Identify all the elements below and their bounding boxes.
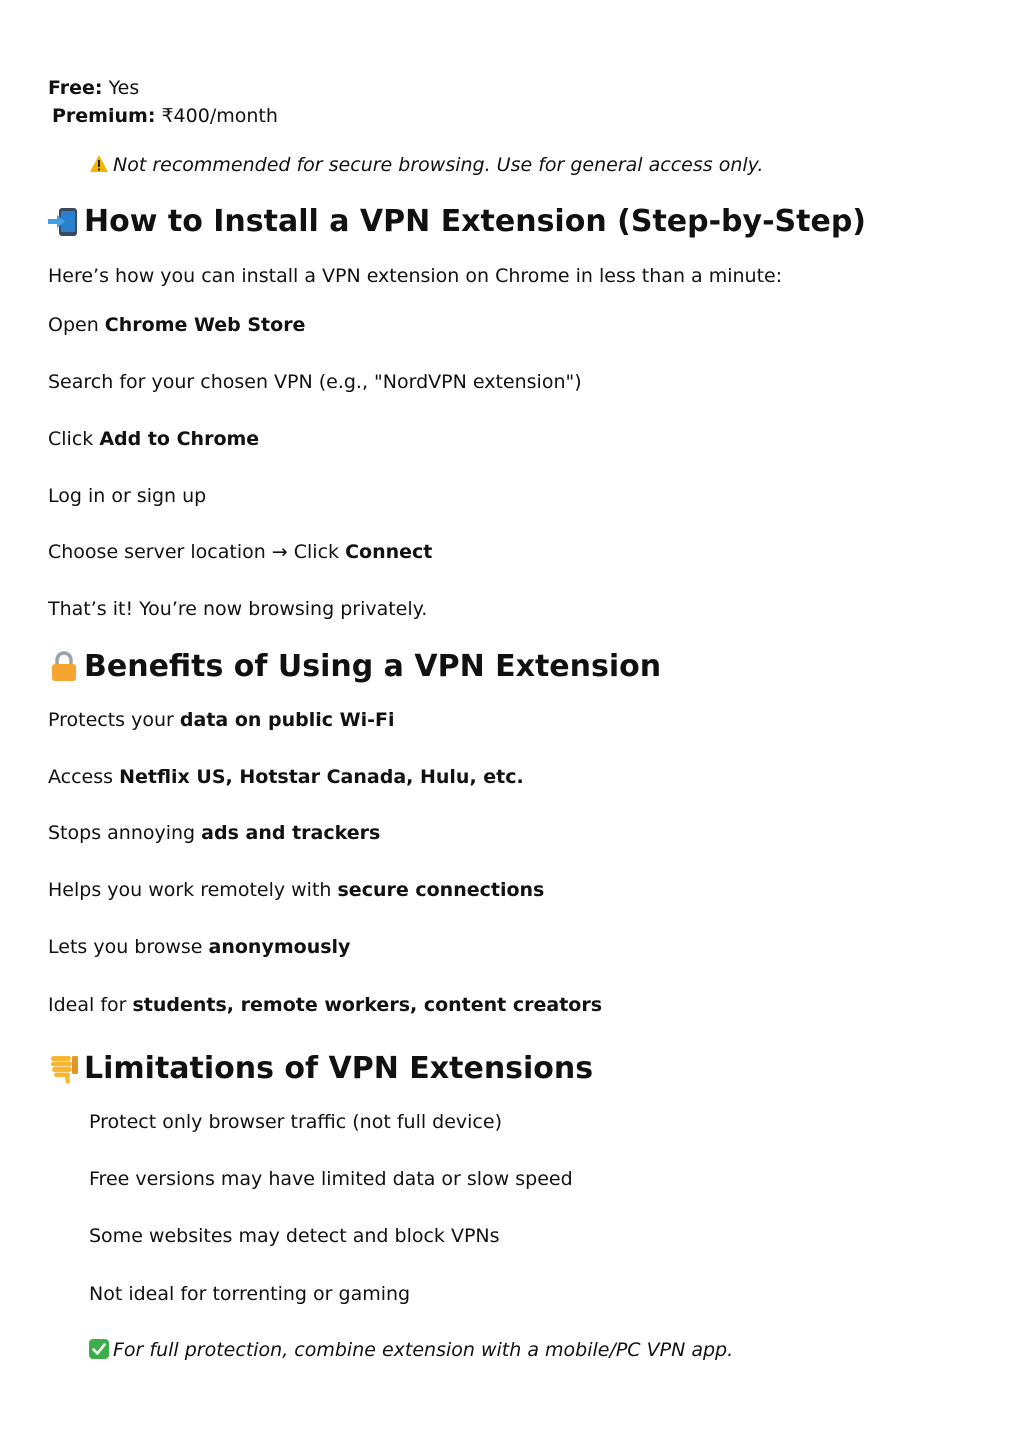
benefit-item: Protects your data on public Wi-Fi: [48, 709, 395, 731]
limitations-heading-text: Limitations of VPN Extensions: [84, 1051, 594, 1086]
install-step: Click Add to Chrome: [48, 428, 260, 450]
limitation-item: Not ideal for torrenting or gaming: [89, 1283, 411, 1305]
install-step: Open Chrome Web Store: [48, 314, 306, 336]
benefits-heading-text: Benefits of Using a VPN Extension: [84, 649, 662, 684]
check-mark-icon: [89, 1339, 109, 1359]
install-step: Search for your chosen VPN (e.g., "NordVPN extension"): [48, 371, 582, 393]
limitation-item: Some websites may detect and block VPNs: [89, 1225, 500, 1247]
install-intro: Here’s how you can install a VPN extension on Chrome in less than a minute:: [48, 265, 783, 287]
install-outro: That’s it! You’re now browsing privately.: [48, 598, 428, 620]
lock-icon: [48, 651, 80, 683]
warning-icon: [89, 154, 109, 174]
benefit-item: Access Netflix US, Hotstar Canada, Hulu, etc.: [48, 766, 524, 788]
warning-note-text: Not recommended for secure browsing. Use for general access only.: [113, 154, 764, 176]
free-line: [48, 76, 139, 100]
mobile-arrow-icon: [48, 206, 80, 238]
benefit-item: Helps you work remotely with secure connections: [48, 879, 545, 901]
benefit-item: Stops annoying ads and trackers: [48, 822, 381, 844]
install-step: Choose server location → Click Connect: [48, 541, 433, 563]
install-step: Log in or sign up: [48, 485, 207, 507]
install-heading: [48, 203, 866, 241]
premium-line: [52, 104, 278, 128]
thumbs-down-icon: [48, 1053, 80, 1085]
limitations-heading: [48, 1050, 593, 1088]
benefits-heading: [48, 648, 661, 686]
premium-value: ₹400/month: [161, 105, 278, 127]
premium-label: Premium:: [52, 105, 156, 127]
benefit-item: Ideal for students, remote workers, content creators: [48, 994, 603, 1016]
limitation-item: Free versions may have limited data or slow speed: [89, 1168, 573, 1190]
limitation-item: Protect only browser traffic (not full device): [89, 1111, 502, 1133]
free-label: Free:: [48, 77, 103, 99]
tip-note-text: For full protection, combine extension with a mobile/PC VPN app.: [113, 1339, 734, 1361]
tip-note: [89, 1338, 733, 1362]
benefit-item: Lets you browse anonymously: [48, 936, 351, 958]
install-heading-text: How to Install a VPN Extension (Step-by-Step): [84, 204, 867, 239]
warning-note: [89, 153, 763, 177]
free-value: Yes: [108, 77, 140, 99]
